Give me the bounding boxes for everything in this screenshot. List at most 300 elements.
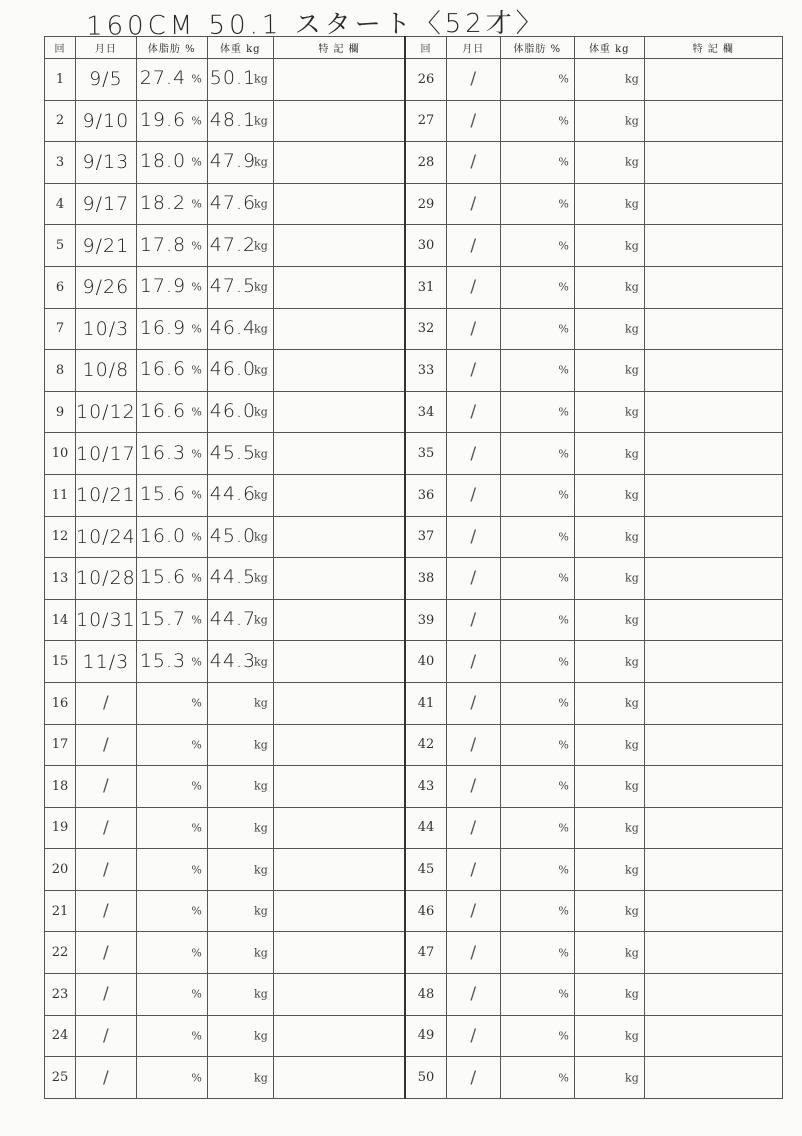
entry-date: 9/21 [82, 234, 130, 257]
col-header-no: 回 [45, 37, 76, 59]
body-fat-cell [136, 599, 207, 641]
unit-percent: % [558, 571, 569, 585]
date-cell [76, 1015, 137, 1057]
date-cell [76, 890, 137, 932]
weight-cell [574, 308, 644, 350]
weight-cell [207, 474, 273, 516]
body-fat-cell [136, 766, 207, 808]
weight-cell [574, 433, 644, 475]
unit-percent: % [558, 363, 569, 377]
unit-percent: % [558, 1029, 569, 1043]
unit-kg: kg [254, 114, 268, 128]
date-cell [76, 350, 137, 392]
entry-number: 42 [405, 724, 446, 766]
entry-number: 14 [45, 599, 76, 641]
note-cell [273, 682, 405, 724]
unit-percent: % [191, 1029, 202, 1043]
date-separator: / [470, 859, 477, 880]
entry-weight: 45.5 [209, 441, 257, 464]
body-fat-cell [500, 142, 574, 184]
unit-kg: kg [625, 1071, 639, 1085]
date-cell [446, 558, 500, 600]
date-separator: / [103, 817, 109, 838]
entry-number: 31 [405, 266, 446, 308]
table-row [45, 183, 783, 225]
note-cell [644, 433, 782, 475]
entry-date: 9/13 [82, 151, 130, 174]
body-fat-cell [500, 890, 574, 932]
unit-percent: % [191, 987, 202, 1001]
note-cell [273, 391, 405, 433]
table-row [45, 391, 783, 433]
table-row [45, 849, 783, 891]
weight-cell [574, 225, 644, 267]
unit-kg: kg [254, 696, 268, 710]
unit-percent: % [191, 779, 202, 793]
note-cell [644, 1057, 782, 1099]
date-cell [76, 142, 137, 184]
date-cell [446, 766, 500, 808]
note-cell [273, 225, 405, 267]
unit-percent: % [558, 904, 569, 918]
entry-body-fat: 15.7 [139, 607, 187, 630]
unit-percent: % [191, 322, 202, 336]
unit-percent: % [558, 655, 569, 669]
note-cell [644, 724, 782, 766]
note-cell [644, 682, 782, 724]
note-cell [273, 266, 405, 308]
date-cell [76, 1057, 137, 1099]
note-cell [644, 932, 782, 974]
date-separator: / [470, 69, 477, 90]
note-cell [273, 516, 405, 558]
unit-kg: kg [254, 197, 268, 211]
body-fat-cell [136, 974, 207, 1016]
table-row [45, 974, 783, 1016]
date-separator: / [470, 443, 477, 464]
date-cell [76, 433, 137, 475]
unit-percent: % [558, 488, 569, 502]
table-row [45, 724, 783, 766]
weight-cell [207, 350, 273, 392]
body-fat-cell [500, 558, 574, 600]
entry-date: 9/5 [89, 68, 123, 91]
note-cell [644, 308, 782, 350]
body-fat-cell [136, 474, 207, 516]
body-fat-cell [500, 391, 574, 433]
entry-number: 1 [45, 59, 76, 101]
table-row [45, 1015, 783, 1057]
date-cell [76, 516, 137, 558]
unit-percent: % [191, 863, 202, 877]
table-row [45, 308, 783, 350]
entry-number: 5 [45, 225, 76, 267]
weight-cell [207, 225, 273, 267]
entry-body-fat: 16.6 [139, 399, 187, 422]
date-separator: / [470, 235, 477, 256]
entry-number: 26 [405, 59, 446, 101]
note-cell [644, 266, 782, 308]
entry-number: 17 [45, 724, 76, 766]
entry-number: 41 [405, 682, 446, 724]
date-separator: / [470, 568, 477, 589]
weight-cell [574, 100, 644, 142]
unit-percent: % [191, 1071, 202, 1085]
unit-kg: kg [254, 738, 268, 752]
date-cell [446, 225, 500, 267]
entry-number: 30 [405, 225, 446, 267]
date-separator: / [470, 526, 477, 547]
weight-cell [207, 391, 273, 433]
date-cell [446, 974, 500, 1016]
entry-weight: 50.1 [209, 67, 257, 90]
entry-number: 49 [405, 1015, 446, 1057]
unit-kg: kg [254, 779, 268, 793]
entry-number: 27 [405, 100, 446, 142]
entry-number: 36 [405, 474, 446, 516]
entry-number: 48 [405, 974, 446, 1016]
weight-cell [574, 724, 644, 766]
unit-kg: kg [625, 363, 639, 377]
body-fat-cell [136, 516, 207, 558]
body-fat-cell [500, 308, 574, 350]
unit-percent: % [191, 363, 202, 377]
unit-kg: kg [625, 72, 639, 86]
weight-cell [574, 142, 644, 184]
entry-date: 9/10 [82, 109, 130, 132]
note-cell [644, 766, 782, 808]
unit-percent: % [558, 779, 569, 793]
body-fat-cell [136, 391, 207, 433]
unit-percent: % [191, 72, 202, 86]
body-fat-cell [136, 266, 207, 308]
weight-cell [574, 1057, 644, 1099]
note-cell [273, 350, 405, 392]
date-separator: / [103, 859, 109, 880]
date-cell [446, 641, 500, 683]
unit-percent: % [558, 863, 569, 877]
entry-number: 4 [45, 183, 76, 225]
unit-kg: kg [625, 821, 639, 835]
date-cell [76, 766, 137, 808]
unit-percent: % [558, 322, 569, 336]
note-cell [644, 807, 782, 849]
unit-kg: kg [625, 447, 639, 461]
col-header-note: 特 記 欄 [273, 37, 405, 59]
note-cell [644, 391, 782, 433]
entry-date: 10/12 [76, 401, 136, 424]
date-separator: / [470, 318, 477, 339]
date-cell [76, 682, 137, 724]
unit-percent: % [558, 946, 569, 960]
date-separator: / [470, 610, 477, 631]
weight-cell [207, 100, 273, 142]
entry-number: 35 [405, 433, 446, 475]
unit-percent: % [558, 447, 569, 461]
unit-kg: kg [625, 987, 639, 1001]
date-separator: / [103, 984, 109, 1005]
date-cell [446, 1015, 500, 1057]
weight-cell [207, 807, 273, 849]
unit-percent: % [191, 239, 202, 253]
date-cell [76, 599, 137, 641]
entry-number: 19 [45, 807, 76, 849]
note-cell [644, 890, 782, 932]
date-separator: / [470, 110, 477, 131]
note-cell [273, 1015, 405, 1057]
body-fat-cell [500, 59, 574, 101]
date-cell [76, 932, 137, 974]
unit-percent: % [558, 114, 569, 128]
note-cell [273, 849, 405, 891]
date-cell [446, 1057, 500, 1099]
body-fat-cell [500, 849, 574, 891]
body-fat-cell [500, 599, 574, 641]
body-fat-cell [500, 266, 574, 308]
body-fat-cell [136, 350, 207, 392]
unit-kg: kg [625, 114, 639, 128]
unit-percent: % [191, 447, 202, 461]
date-cell [76, 266, 137, 308]
unit-kg: kg [625, 779, 639, 793]
note-cell [273, 433, 405, 475]
date-separator: / [103, 776, 109, 797]
body-fat-cell [500, 807, 574, 849]
entry-number: 2 [45, 100, 76, 142]
unit-percent: % [191, 696, 202, 710]
unit-kg: kg [625, 863, 639, 877]
sheet-header-note: 160CM 50.1 スタート〈52才〉 [85, 8, 546, 42]
unit-kg: kg [254, 488, 268, 502]
weight-cell [207, 308, 273, 350]
table-row [45, 599, 783, 641]
unit-percent: % [558, 821, 569, 835]
note-cell [273, 974, 405, 1016]
weight-cell [574, 932, 644, 974]
unit-kg: kg [254, 655, 268, 669]
entry-number: 8 [45, 350, 76, 392]
body-fat-cell [500, 1057, 574, 1099]
note-cell [273, 641, 405, 683]
note-cell [644, 599, 782, 641]
body-fat-cell [500, 183, 574, 225]
entry-body-fat: 15.6 [139, 483, 187, 506]
body-fat-cell [136, 932, 207, 974]
body-fat-cell [500, 433, 574, 475]
note-cell [273, 890, 405, 932]
unit-percent: % [558, 738, 569, 752]
note-cell [644, 974, 782, 1016]
entry-date: 10/17 [76, 442, 136, 465]
unit-percent: % [558, 1071, 569, 1085]
unit-percent: % [191, 655, 202, 669]
entry-body-fat: 27.4 [139, 67, 187, 90]
body-fat-cell [500, 350, 574, 392]
unit-kg: kg [254, 987, 268, 1001]
body-fat-cell [136, 308, 207, 350]
unit-kg: kg [254, 72, 268, 86]
body-fat-cell [136, 724, 207, 766]
unit-kg: kg [254, 530, 268, 544]
col-header-fat-right: 体脂肪 % [500, 37, 574, 59]
note-cell [273, 807, 405, 849]
unit-kg: kg [254, 363, 268, 377]
entry-number: 33 [405, 350, 446, 392]
col-header-date: 月日 [76, 37, 137, 59]
entry-number: 46 [405, 890, 446, 932]
unit-kg: kg [625, 738, 639, 752]
unit-kg: kg [254, 405, 268, 419]
col-header-weight-right: 体重 kg [574, 37, 644, 59]
note-cell [273, 724, 405, 766]
date-cell [446, 599, 500, 641]
entry-number: 9 [45, 391, 76, 433]
date-separator: / [103, 693, 109, 714]
weight-cell [574, 474, 644, 516]
date-cell [446, 308, 500, 350]
unit-kg: kg [625, 488, 639, 502]
date-separator: / [470, 734, 477, 755]
date-cell [446, 932, 500, 974]
entry-body-fat: 18.0 [139, 150, 187, 173]
unit-percent: % [191, 613, 202, 627]
table-row [45, 682, 783, 724]
unit-percent: % [558, 405, 569, 419]
weight-cell [574, 59, 644, 101]
entry-number: 7 [45, 308, 76, 350]
date-cell [446, 724, 500, 766]
unit-kg: kg [254, 946, 268, 960]
unit-percent: % [191, 571, 202, 585]
date-cell [76, 558, 137, 600]
entry-weight: 44.3 [209, 649, 257, 672]
unit-percent: % [191, 738, 202, 752]
table-row [45, 807, 783, 849]
unit-kg: kg [625, 239, 639, 253]
unit-percent: % [191, 946, 202, 960]
table-row [45, 100, 783, 142]
unit-percent: % [558, 987, 569, 1001]
note-cell [644, 225, 782, 267]
date-cell [446, 391, 500, 433]
unit-percent: % [191, 904, 202, 918]
entry-body-fat: 16.3 [139, 441, 187, 464]
weight-cell [574, 807, 644, 849]
entry-number: 22 [45, 932, 76, 974]
table-row [45, 225, 783, 267]
note-cell [644, 516, 782, 558]
unit-percent: % [558, 530, 569, 544]
weight-cell [207, 724, 273, 766]
note-cell [273, 59, 405, 101]
weight-cell [574, 890, 644, 932]
unit-percent: % [558, 696, 569, 710]
entry-body-fat: 15.6 [139, 566, 187, 589]
entry-date: 10/24 [76, 525, 136, 548]
note-cell [273, 142, 405, 184]
unit-percent: % [191, 530, 202, 544]
body-fat-cell [136, 100, 207, 142]
entry-body-fat: 17.9 [139, 275, 187, 298]
entry-date: 10/21 [76, 484, 136, 507]
date-cell [446, 350, 500, 392]
body-fat-cell [500, 1015, 574, 1057]
note-cell [644, 59, 782, 101]
table-row [45, 433, 783, 475]
note-cell [644, 1015, 782, 1057]
entry-weight: 45.0 [209, 524, 257, 547]
date-cell [446, 890, 500, 932]
note-cell [273, 766, 405, 808]
date-separator: / [103, 1067, 109, 1088]
weight-cell [207, 183, 273, 225]
unit-percent: % [558, 197, 569, 211]
entry-number: 11 [45, 474, 76, 516]
col-header-date-right: 月日 [446, 37, 500, 59]
body-fat-cell [136, 433, 207, 475]
entry-number: 25 [45, 1057, 76, 1099]
body-fat-cell [136, 59, 207, 101]
date-cell [76, 849, 137, 891]
unit-kg: kg [625, 1029, 639, 1043]
unit-kg: kg [625, 280, 639, 294]
body-fat-cell [136, 225, 207, 267]
entry-number: 40 [405, 641, 446, 683]
body-fat-cell [500, 724, 574, 766]
unit-percent: % [558, 72, 569, 86]
weight-cell [207, 142, 273, 184]
weight-cell [207, 59, 273, 101]
unit-percent: % [191, 114, 202, 128]
unit-kg: kg [254, 1071, 268, 1085]
note-cell [644, 100, 782, 142]
body-fat-cell [136, 558, 207, 600]
entry-weight: 47.5 [209, 275, 257, 298]
date-separator: / [470, 485, 477, 506]
date-cell [76, 474, 137, 516]
date-cell [76, 308, 137, 350]
entry-number: 29 [405, 183, 446, 225]
entry-number: 18 [45, 766, 76, 808]
body-fat-cell [500, 682, 574, 724]
date-separator: / [470, 651, 477, 672]
unit-kg: kg [625, 696, 639, 710]
unit-kg: kg [625, 322, 639, 336]
entry-body-fat: 19.6 [139, 108, 187, 131]
weight-cell [207, 516, 273, 558]
unit-kg: kg [625, 405, 639, 419]
date-cell [76, 724, 137, 766]
unit-kg: kg [254, 863, 268, 877]
date-separator: / [103, 942, 109, 963]
weight-cell [207, 433, 273, 475]
entry-number: 37 [405, 516, 446, 558]
date-separator: / [470, 1025, 477, 1046]
table-row [45, 890, 783, 932]
entry-number: 20 [45, 849, 76, 891]
entry-date: 11/3 [82, 650, 130, 673]
body-fat-cell [500, 932, 574, 974]
date-separator: / [470, 194, 477, 215]
entry-weight: 46.4 [209, 316, 257, 339]
entry-body-fat: 16.0 [139, 524, 187, 547]
weight-cell [207, 974, 273, 1016]
table-row [45, 142, 783, 184]
weight-cell [574, 350, 644, 392]
body-fat-cell [136, 890, 207, 932]
body-fat-cell [500, 641, 574, 683]
unit-kg: kg [254, 322, 268, 336]
